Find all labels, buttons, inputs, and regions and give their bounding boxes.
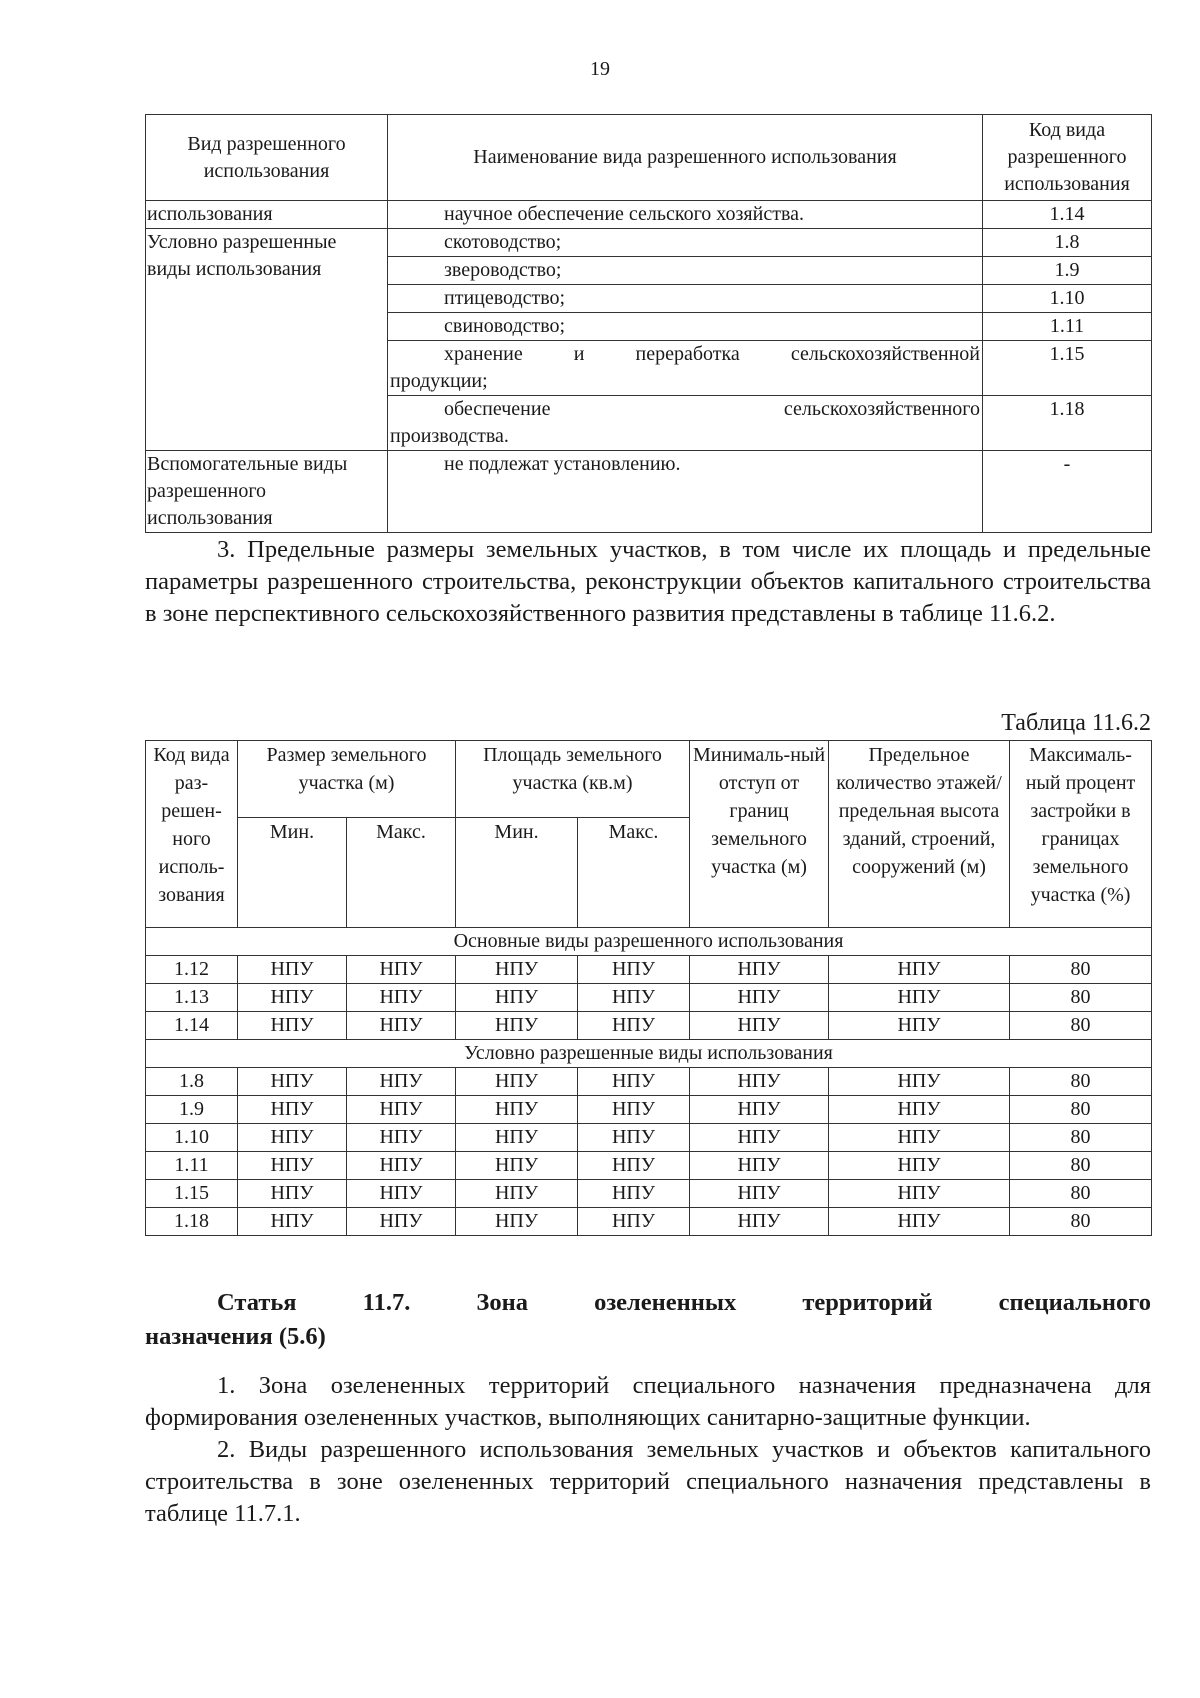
cell-floors: НПУ bbox=[829, 1180, 1010, 1208]
use-name-text: не подлежат установлению. bbox=[444, 453, 681, 475]
cell-setback: НПУ bbox=[690, 956, 829, 984]
permitted-use-table bbox=[145, 114, 1152, 533]
header-code: Код вида раз-решен-ного исполь-зования bbox=[146, 741, 238, 928]
cell-code: 1.14 bbox=[146, 1012, 238, 1040]
cell-floors: НПУ bbox=[829, 1068, 1010, 1096]
table-row bbox=[146, 984, 1152, 1012]
section-row bbox=[146, 928, 1152, 956]
cell-area-min: НПУ bbox=[456, 1152, 578, 1180]
cell-size-max: НПУ bbox=[347, 956, 456, 984]
cell-setback: НПУ bbox=[690, 984, 829, 1012]
table-row bbox=[146, 1208, 1152, 1236]
table-header-row bbox=[146, 115, 1152, 201]
cell-size-min: НПУ bbox=[238, 1180, 347, 1208]
header-area-min: Мин. bbox=[456, 818, 578, 928]
use-name-cell bbox=[388, 313, 983, 341]
cell-area-max: НПУ bbox=[578, 1068, 690, 1096]
section-title: Условно разрешенные виды использования bbox=[146, 1040, 1152, 1068]
cell-setback: НПУ bbox=[690, 1180, 829, 1208]
table-row bbox=[146, 229, 1152, 257]
cell-coverage: 80 bbox=[1010, 984, 1152, 1012]
section-title: Основные виды разрешенного использования bbox=[146, 928, 1152, 956]
cell-setback: НПУ bbox=[690, 1068, 829, 1096]
header-floors: Предельное количество этажей/ предельная высота зданий, строений, сооружений (м) bbox=[829, 741, 1010, 928]
use-name-text: свиноводство; bbox=[444, 315, 566, 337]
article-heading bbox=[145, 1286, 1151, 1354]
header-size-min: Мин. bbox=[238, 818, 347, 928]
cell-area-max: НПУ bbox=[578, 1124, 690, 1152]
use-group-cell: Вспомогательные виды разрешенного использования bbox=[146, 451, 388, 533]
cell-code: 1.11 bbox=[146, 1152, 238, 1180]
cell-code: 1.18 bbox=[146, 1208, 238, 1236]
cell-size-min: НПУ bbox=[238, 1012, 347, 1040]
use-code-cell: 1.14 bbox=[983, 201, 1152, 229]
cell-area-min: НПУ bbox=[456, 1180, 578, 1208]
cell-area-min: НПУ bbox=[456, 1012, 578, 1040]
cell-floors: НПУ bbox=[829, 1152, 1010, 1180]
cell-coverage: 80 bbox=[1010, 1012, 1152, 1040]
cell-size-min: НПУ bbox=[238, 984, 347, 1012]
cell-area-max: НПУ bbox=[578, 984, 690, 1012]
cell-size-min: НПУ bbox=[238, 1208, 347, 1236]
cell-code: 1.13 bbox=[146, 984, 238, 1012]
cell-floors: НПУ bbox=[829, 1124, 1010, 1152]
cell-size-max: НПУ bbox=[347, 1208, 456, 1236]
use-group-cell: Условно разрешенные виды использования bbox=[146, 229, 388, 451]
table-row bbox=[146, 956, 1152, 984]
cell-size-max: НПУ bbox=[347, 1124, 456, 1152]
use-code-cell: 1.10 bbox=[983, 285, 1152, 313]
cell-setback: НПУ bbox=[690, 1208, 829, 1236]
cell-area-min: НПУ bbox=[456, 1096, 578, 1124]
cell-coverage: 80 bbox=[1010, 1180, 1152, 1208]
cell-coverage: 80 bbox=[1010, 1068, 1152, 1096]
use-code-cell: - bbox=[983, 451, 1152, 533]
header-setback: Минималь-ный отступ от границ земельного участка (м) bbox=[690, 741, 829, 928]
cell-area-max: НПУ bbox=[578, 1012, 690, 1040]
cell-area-max: НПУ bbox=[578, 956, 690, 984]
cell-coverage: 80 bbox=[1010, 956, 1152, 984]
use-name-text: научное обеспечение сельского хозяйства. bbox=[444, 203, 805, 225]
use-name-text: птицеводство; bbox=[444, 287, 566, 309]
header-coverage: Максималь-ный процент застройки в границах земельного участка (%) bbox=[1010, 741, 1152, 928]
cell-setback: НПУ bbox=[690, 1152, 829, 1180]
use-name-cell bbox=[388, 229, 983, 257]
header-use-code: Код вида разрешенного использования bbox=[983, 115, 1152, 201]
cell-coverage: 80 bbox=[1010, 1152, 1152, 1180]
header-use-group: Вид разрешенного использования bbox=[146, 115, 388, 201]
table-row bbox=[146, 1068, 1152, 1096]
use-name-cell bbox=[388, 285, 983, 313]
table-row bbox=[146, 1012, 1152, 1040]
cell-size-min: НПУ bbox=[238, 1096, 347, 1124]
cell-code: 1.8 bbox=[146, 1068, 238, 1096]
table-row bbox=[146, 1180, 1152, 1208]
cell-coverage: 80 bbox=[1010, 1124, 1152, 1152]
header-size-max: Макс. bbox=[347, 818, 456, 928]
cell-code: 1.10 bbox=[146, 1124, 238, 1152]
cell-code: 1.15 bbox=[146, 1180, 238, 1208]
cell-size-max: НПУ bbox=[347, 1068, 456, 1096]
cell-floors: НПУ bbox=[829, 1012, 1010, 1040]
use-name-cell bbox=[388, 341, 983, 396]
use-name-text: обеспечение сельскохозяйственного bbox=[444, 398, 980, 420]
cell-size-min: НПУ bbox=[238, 1068, 347, 1096]
use-code-cell: 1.11 bbox=[983, 313, 1152, 341]
table-row bbox=[146, 1152, 1152, 1180]
use-code-cell: 1.18 bbox=[983, 396, 1152, 451]
cell-size-min: НПУ bbox=[238, 1124, 347, 1152]
cell-area-max: НПУ bbox=[578, 1096, 690, 1124]
cell-area-max: НПУ bbox=[578, 1152, 690, 1180]
header-use-name: Наименование вида разрешенного использования bbox=[388, 115, 983, 201]
cell-area-min: НПУ bbox=[456, 1208, 578, 1236]
use-code-cell: 1.15 bbox=[983, 341, 1152, 396]
cell-area-min: НПУ bbox=[456, 1068, 578, 1096]
table-row bbox=[146, 201, 1152, 229]
header-plot-size: Размер земельного участка (м) bbox=[238, 741, 456, 818]
use-name-cell bbox=[388, 257, 983, 285]
table-row bbox=[146, 1096, 1152, 1124]
cell-size-max: НПУ bbox=[347, 1012, 456, 1040]
cell-size-max: НПУ bbox=[347, 1096, 456, 1124]
use-name-continuation: продукции; bbox=[390, 370, 488, 392]
cell-size-max: НПУ bbox=[347, 1180, 456, 1208]
cell-floors: НПУ bbox=[829, 984, 1010, 1012]
cell-area-max: НПУ bbox=[578, 1208, 690, 1236]
cell-floors: НПУ bbox=[829, 1096, 1010, 1124]
article-paragraphs bbox=[145, 1370, 1151, 1530]
cell-size-min: НПУ bbox=[238, 956, 347, 984]
paragraph-3 bbox=[145, 534, 1151, 630]
use-name-text: скотоводство; bbox=[444, 231, 562, 253]
table-row bbox=[146, 451, 1152, 533]
article-heading-line1: Статья 11.7. Зона озелененных территорий специального bbox=[217, 1289, 1151, 1316]
cell-area-max: НПУ bbox=[578, 1180, 690, 1208]
cell-code: 1.9 bbox=[146, 1096, 238, 1124]
use-code-cell: 1.8 bbox=[983, 229, 1152, 257]
use-name-cell bbox=[388, 396, 983, 451]
article-paragraph-2: 2. Виды разрешенного использования земельных участков и объектов капитального строительства в зоне озелененных территорий специального назначения представлены в таблице 11.7.1. bbox=[145, 1436, 1151, 1527]
use-name-text: хранение и переработка сельскохозяйственной bbox=[444, 343, 980, 365]
article-heading-line2: назначения (5.6) bbox=[145, 1323, 326, 1350]
page-number: 19 bbox=[590, 58, 610, 80]
use-name-cell bbox=[388, 451, 983, 533]
use-name-continuation: производства. bbox=[390, 425, 509, 447]
table-row bbox=[146, 1124, 1152, 1152]
use-name-text: звероводство; bbox=[444, 259, 562, 281]
cell-area-min: НПУ bbox=[456, 1124, 578, 1152]
cell-area-min: НПУ bbox=[456, 984, 578, 1012]
cell-code: 1.12 bbox=[146, 956, 238, 984]
article-paragraph-1: 1. Зона озелененных территорий специального назначения предназначена для формирования озелененных участков, выполняющих санитарно-защитные функции. bbox=[145, 1372, 1151, 1431]
cell-coverage: 80 bbox=[1010, 1096, 1152, 1124]
cell-setback: НПУ bbox=[690, 1012, 829, 1040]
table-header-row bbox=[146, 741, 1152, 818]
cell-floors: НПУ bbox=[829, 956, 1010, 984]
header-plot-area: Площадь земельного участка (кв.м) bbox=[456, 741, 690, 818]
cell-area-min: НПУ bbox=[456, 956, 578, 984]
parameters-table bbox=[145, 740, 1152, 1236]
use-group-cell: использования bbox=[146, 201, 388, 229]
header-area-max: Макс. bbox=[578, 818, 690, 928]
use-code-cell: 1.9 bbox=[983, 257, 1152, 285]
paragraph-3-text: 3. Предельные размеры земельных участков, в том числе их площадь и предельные параметры разрешенного строительства, реконструкции объектов капитального строительства в зоне перспективного сельскохозяйственного развития представлены в таблице 11.6.2. bbox=[145, 536, 1151, 627]
cell-floors: НПУ bbox=[829, 1208, 1010, 1236]
table-caption: Таблица 11.6.2 bbox=[1001, 710, 1151, 736]
cell-setback: НПУ bbox=[690, 1124, 829, 1152]
use-name-cell bbox=[388, 201, 983, 229]
cell-coverage: 80 bbox=[1010, 1208, 1152, 1236]
cell-size-min: НПУ bbox=[238, 1152, 347, 1180]
cell-size-max: НПУ bbox=[347, 984, 456, 1012]
cell-size-max: НПУ bbox=[347, 1152, 456, 1180]
cell-setback: НПУ bbox=[690, 1096, 829, 1124]
section-row bbox=[146, 1040, 1152, 1068]
